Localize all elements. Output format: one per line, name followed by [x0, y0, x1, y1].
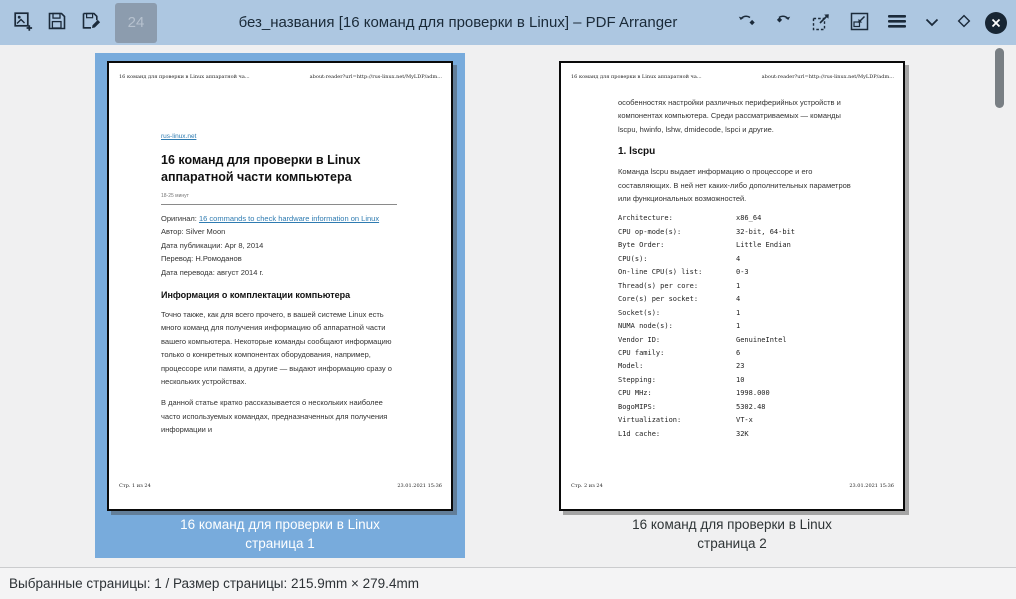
article-meta: [161, 225, 403, 279]
minimize-icon: [925, 15, 939, 30]
maximize-icon: [956, 13, 972, 32]
paragraph: Команда lscpu выдает информацию о процессоре и его составляющих. В ней нет каких-либо дополнительных параметров или функциональных возможностей.: [618, 167, 851, 204]
zoom-in-icon: [850, 12, 869, 34]
page-2-running-footer: Стр. 2 из 24 23.01.2021 15:36: [571, 483, 894, 489]
section-heading: 1. lscpu: [618, 146, 656, 158]
page-2-preview: [559, 61, 905, 511]
rotate-right-icon: [774, 12, 793, 34]
close-button[interactable]: [982, 8, 1010, 38]
page-2-running-header: 16 команд для проверки в Linux аппаратной ча... about:reader?url=http://rus-linux.net/MyLDP/adm...: [571, 74, 894, 80]
rotate-left-button[interactable]: [728, 5, 762, 41]
import-pdf-button[interactable]: [6, 5, 40, 41]
site-link: rus-linux.net: [161, 133, 197, 140]
page-2-caption: 16 команд для проверки в Linux страница 2: [632, 517, 832, 551]
zoom-fit-icon: [812, 12, 831, 34]
page-thumbnail-1[interactable]: [95, 53, 465, 558]
menu-button[interactable]: [880, 5, 914, 41]
menu-icon: [887, 13, 907, 32]
article-title: 16 команд для проверки в Linux аппаратной части компьютера: [161, 153, 361, 184]
meta-translator: Перевод: Н.Ромоданов: [161, 254, 242, 264]
read-time: 18-25 минут: [161, 193, 189, 199]
meta-author: Автор: Silver Moon: [161, 227, 226, 237]
minimize-button[interactable]: [918, 8, 946, 38]
terminal-output: Architecture: x86_64 CPU op-mode(s): 32-bit, 64-bit Byte Order: Little Endian CPU(s): 4 On-line CPU(s) list: 0-3 Thread(s) per core: 1 Core(s) per socket: 4 Socket(s): 1 NUMA node(s): 1 Vendor ID: GenuineIntel CPU family: 6 Model: 23 Stepping: 10 CPU MHz: 1998.000 BogoMIPS: 5302.48 Virtualization: VT-x L1d cache: 32K: [618, 214, 796, 438]
vertical-scrollbar[interactable]: [995, 48, 1004, 108]
import-pdf-icon: [14, 12, 33, 34]
titlebar: [0, 0, 1016, 45]
meta-pubdate: Дата публикации: Apr 8, 2014: [161, 240, 264, 250]
rotate-left-icon: [736, 12, 755, 34]
zoom-fit-button[interactable]: [804, 5, 838, 41]
page-1-preview: [107, 61, 453, 511]
statusbar: [0, 567, 1016, 599]
original-link: 16 commands to check hardware information on Linux: [198, 214, 380, 223]
section-heading: Информация о комплектации компьютера: [161, 290, 351, 301]
rotate-right-button[interactable]: [766, 5, 800, 41]
window-title: без_названия [16 команд для проверки в Linux] – PDF Arranger: [238, 14, 678, 31]
paragraph: особенностях настройки различных периферийных устройств и компонентах компьютера. Среди рассматриваемых — команды lscpu, hwinfo, lshw, dmidecode, lspci и другие.: [618, 98, 841, 134]
toolbar-left: [6, 0, 157, 45]
save-button[interactable]: [40, 5, 74, 41]
page-1-caption: 16 команд для проверки в Linux страница 1: [180, 517, 380, 551]
page-1-running-header: 16 команд для проверки в Linux аппаратной ча... about:reader?url=http://rus-linux.net/MyLDP/adm...: [119, 74, 442, 80]
paragraph: В данной статье кратко рассказывается о нескольких наиболее часто используемых командах, предназначенных для получения информации и: [161, 398, 388, 435]
divider: [161, 204, 397, 205]
save-as-button[interactable]: [74, 5, 108, 41]
toolbar-right: [728, 0, 1010, 45]
meta-transdate: Дата перевода: август 2014 г.: [161, 267, 264, 277]
page-thumbnail-2[interactable]: [547, 53, 917, 558]
maximize-button[interactable]: [950, 8, 978, 38]
original-line: Оригинал: 16 commands to check hardware information on Linux: [161, 214, 380, 223]
page-1-running-footer: Стр. 1 из 24 23.01.2021 15:36: [119, 483, 442, 489]
paragraph: Точно также, как для всего прочего, в вашей системе Linux есть много команд для получения информацию об аппаратной части вашего компьютера. Некоторые команды сообщают информацию только о конкретных компонентах оборудования, например, процессоре или памяти, а другие — выдают информацию сразу о нескольких устройствах.: [161, 310, 392, 387]
save-icon: [48, 12, 66, 33]
page-grid: [0, 45, 1016, 567]
zoom-in-button[interactable]: [842, 5, 876, 41]
close-icon: [985, 12, 1007, 34]
zoom-level-badge: 24: [115, 3, 157, 43]
save-as-icon: [82, 12, 101, 34]
status-text: Выбранные страницы: 1 / Размер страницы: 215.9mm × 279.4mm: [9, 576, 419, 591]
